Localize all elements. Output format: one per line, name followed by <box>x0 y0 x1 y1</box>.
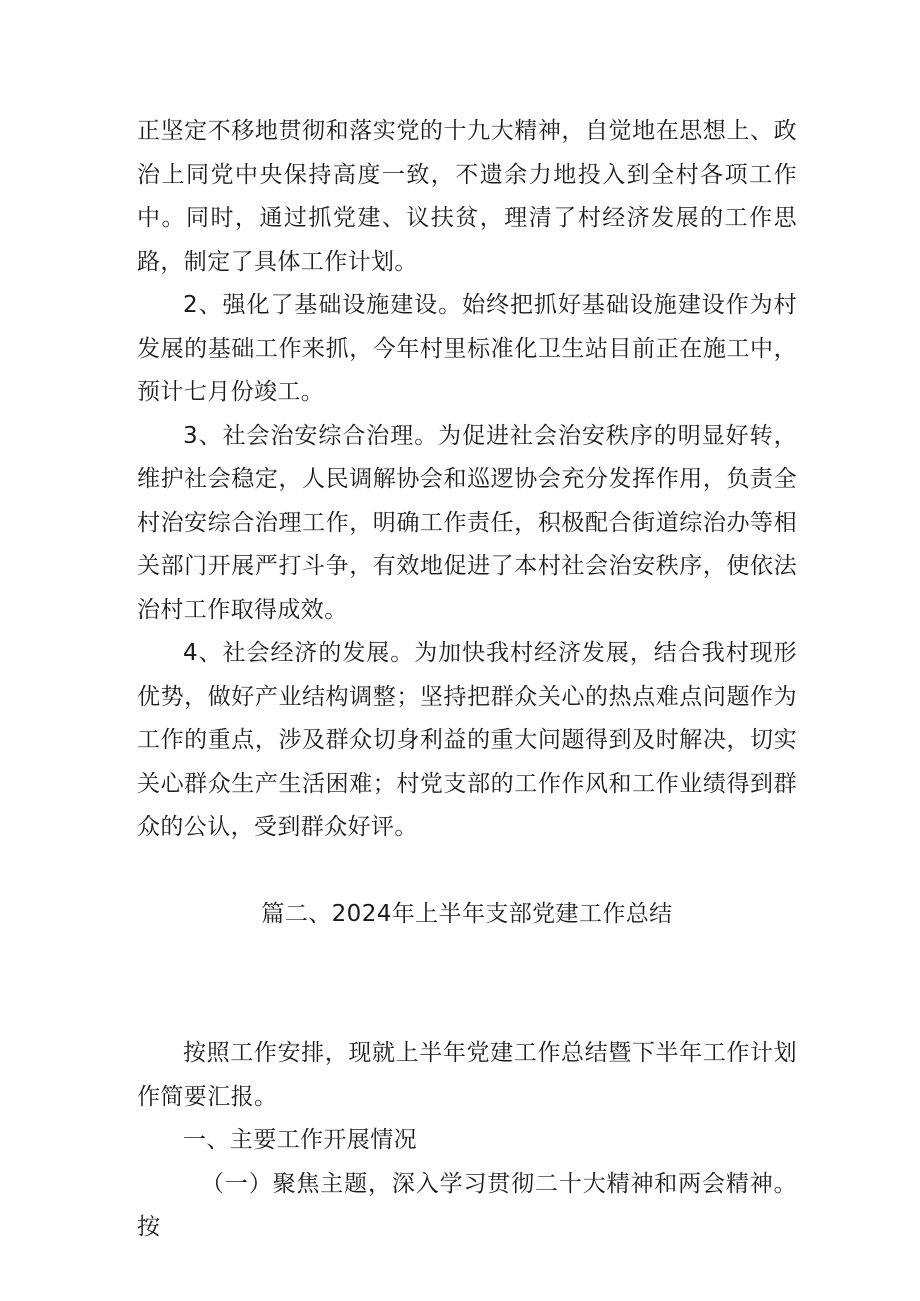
subheading-focus-theme: （一）聚焦主题，深入学习贯彻二十大精神和两会精神。按 <box>137 1170 797 1240</box>
paragraph-continued: 正坚定不移地贯彻和落实党的十九大精神，自觉地在思想上、政治上同党中央保持高度一致，不遗余力地投入到全村各项工作中。同时，通过抓党建、议扶贫，理清了村经济发展的工作思路，制定了具体工作计划。 <box>137 118 797 275</box>
heading-main-work: 一、主要工作开展情况 <box>183 1127 417 1153</box>
section-title: 篇二、2024年上半年支部党建工作总结 <box>261 900 673 927</box>
spacer <box>137 850 797 893</box>
paragraph-public-security: 3、社会治安综合治理。为促进社会治安秩序的明显好转，维护社会稳定，人民调解协会和巡逻协会充分发挥作用，负责全村治安综合治理工作，明确工作责任，积极配合街道综治办等相关部门开展严打斗争，有效地促进了本村社会治安秩序，使依法治村工作取得成效。 <box>137 422 797 623</box>
paragraph-economic-development: 4、社会经济的发展。为加快我村经济发展，结合我村现形优势，做好产业结构调整；坚持把群众关心的热点难点问题作为工作的重点，涉及群众切身利益的重大问题得到及时解决，切实关心群众生产生活困难；村党支部的工作作风和工作业绩得到群众的公认，受到群众好评。 <box>137 640 797 840</box>
spacer <box>137 936 797 1032</box>
paragraph-intro: 按照工作安排，现就上半年党建工作总结暨下半年工作计划作简要汇报。 <box>137 1040 797 1110</box>
paragraph-infrastructure: 2、强化了基础设施建设。始终把抓好基础设施建设作为村发展的基础工作来抓，今年村里标准化卫生站目前正在施工中，预计七月份竣工。 <box>137 292 797 405</box>
document-body <box>137 110 797 1250</box>
